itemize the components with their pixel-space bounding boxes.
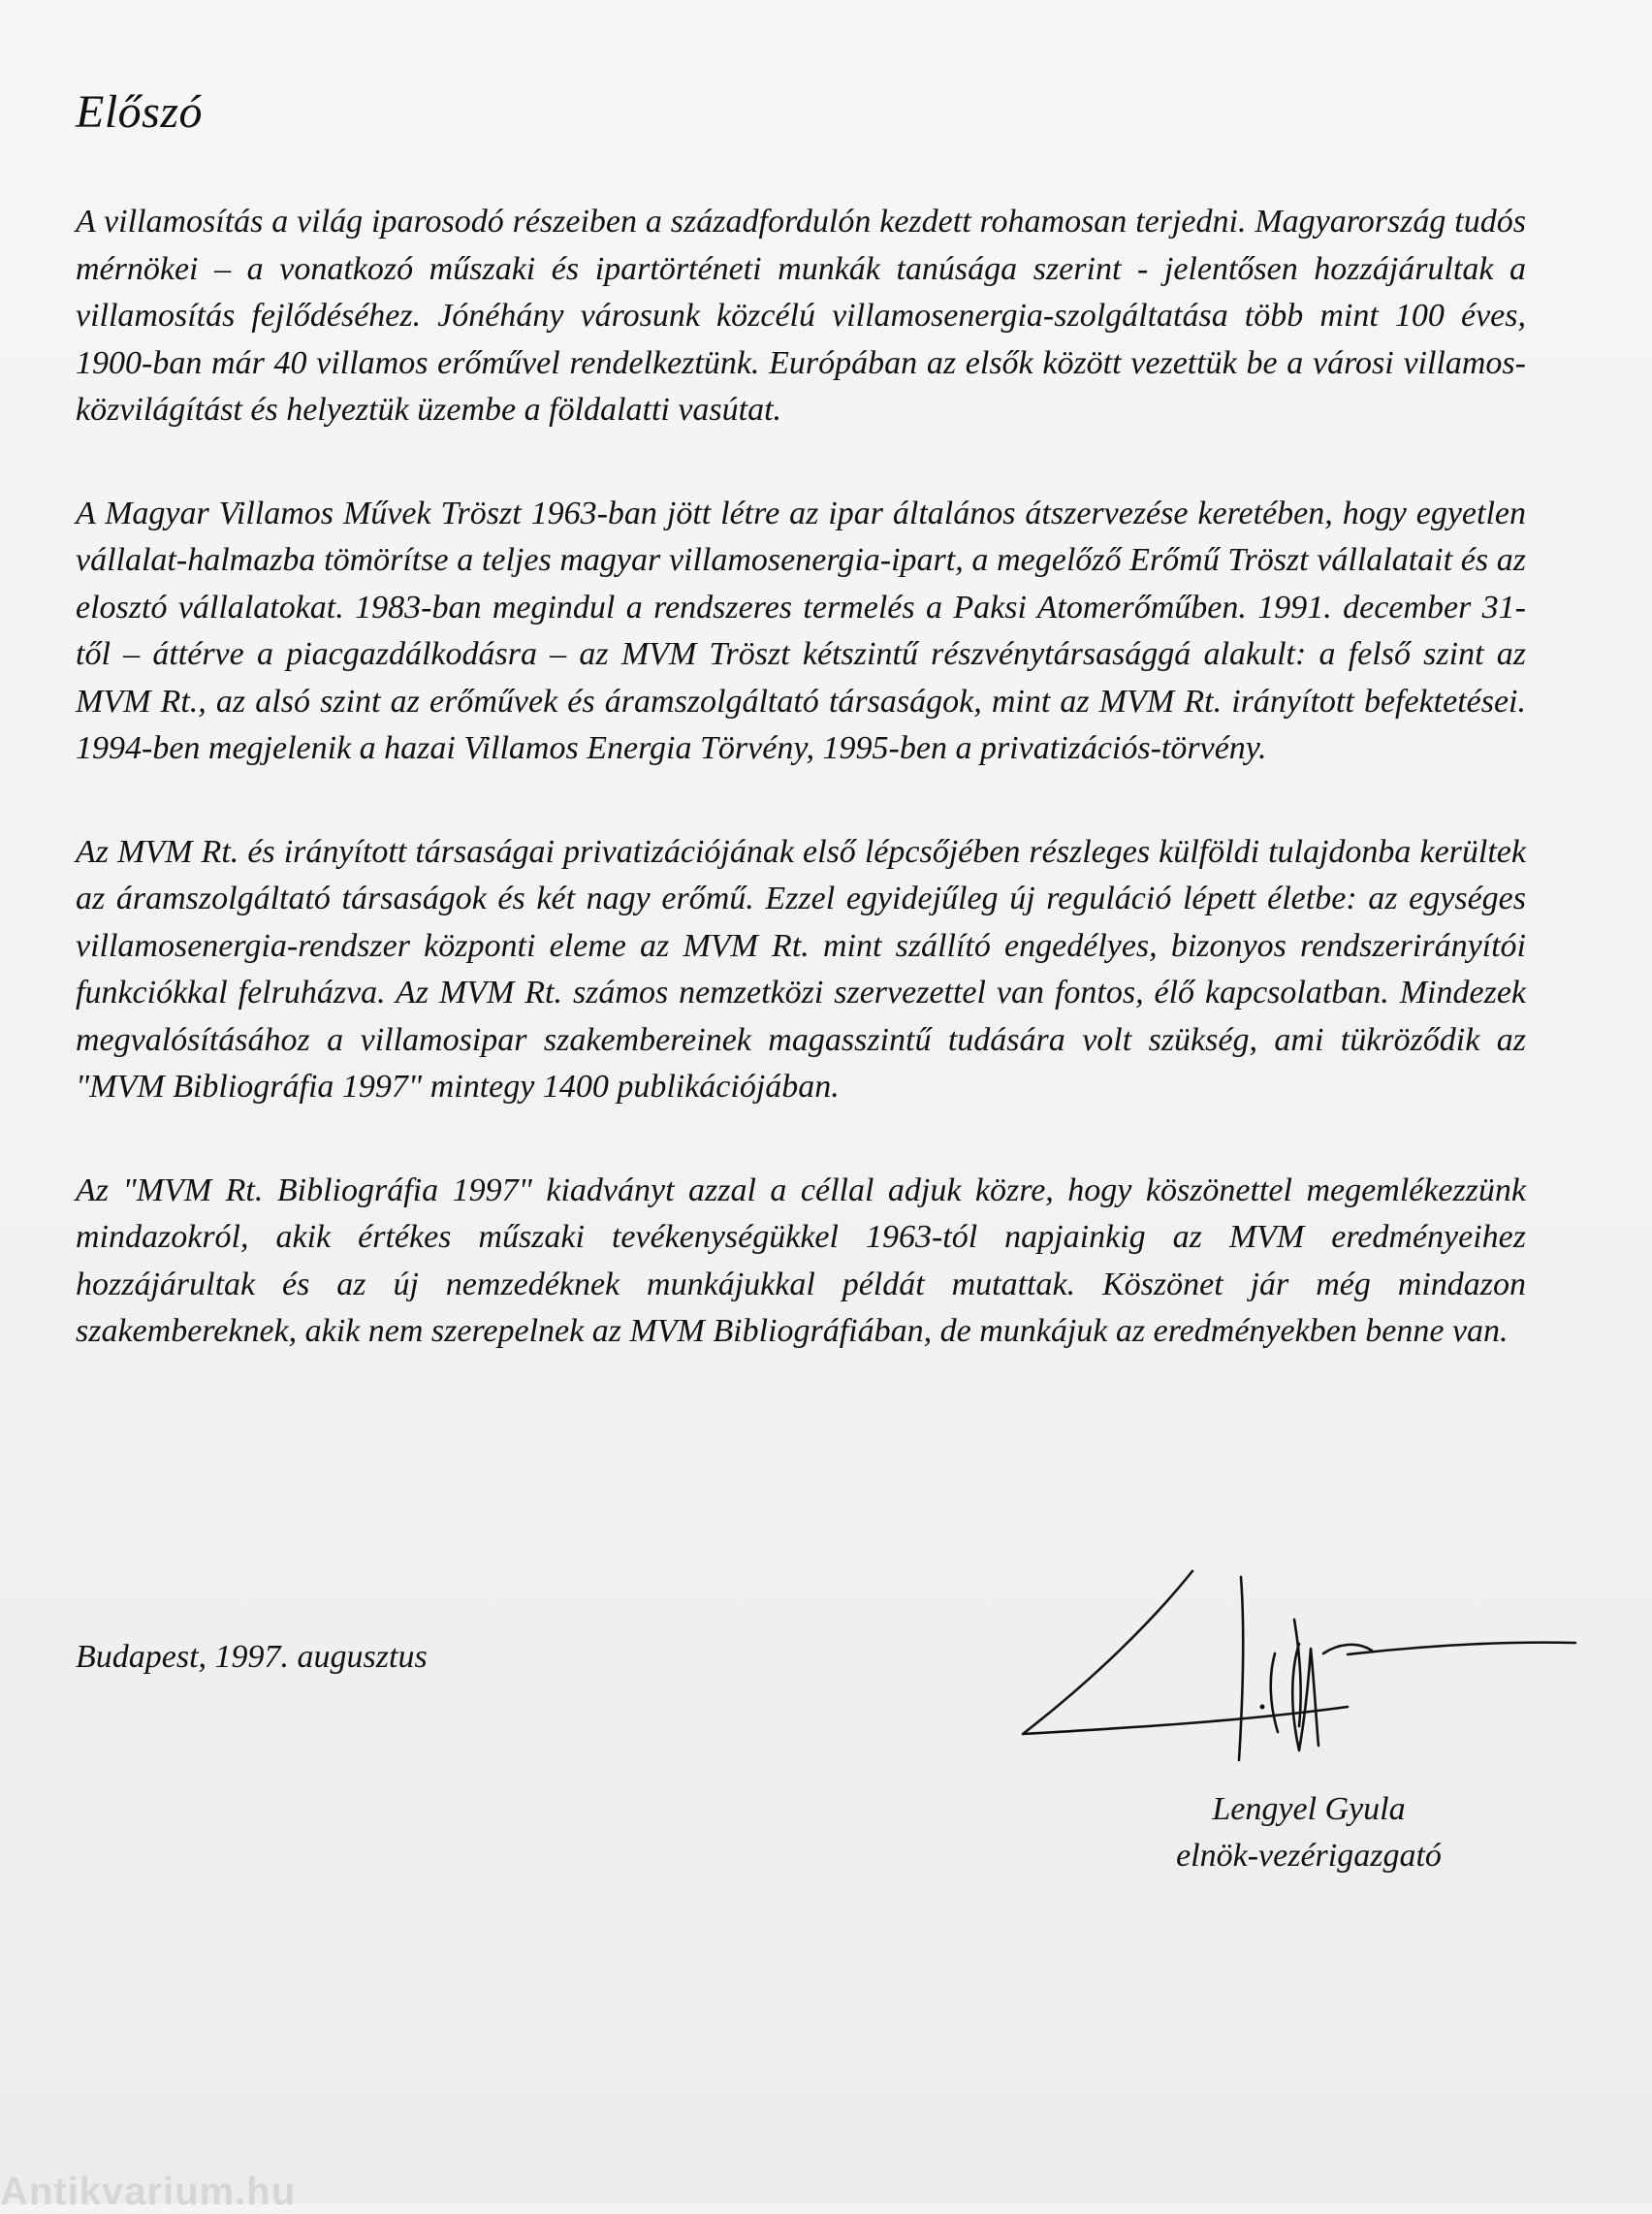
page-title: Előszó (76, 86, 204, 138)
place-date: Budapest, 1997. augusztus (76, 1639, 428, 1675)
preface-body (76, 199, 1526, 1412)
signer-title: elnök-vezérigazgató (1176, 1838, 1442, 1874)
paragraph-1: A villamosítás a világ iparosodó részeiben a századfordulón kezdett rohamosan terjedni. Magyarország tudós mérnökei – a vonatkozó műszaki és ipartörténeti munkák tanúsága szerint - jelentősen hozzájárultak a villamosítás fejlődéséhez. Jónéhány városunk közcélú villamosenergia-szolgáltatása több mint 100 éves, 1900-ban már 40 villamos erőművel rendelkeztünk. Európában az elsők között vezettük be a városi villamos-közvilágítást és helyeztük üzembe a földalatti vasútat. (76, 204, 1526, 428)
paragraph-2: A Magyar Villamos Művek Tröszt 1963-ban jött létre az ipar általános átszervezése keretében, hogy egyetlen vállalat-halmazba tömörítse a teljes magyar villamosenergia-ipart, a megelőző Erőmű Tröszt vállalatait és az elosztó vállalatokat. 1983-ban megindul a rendszeres termelés a Paksi Atomerőműben. 1991. december 31-től – áttérve a piacgazdálkodásra – az MVM Tröszt kétszintű részvénytársasággá alakult: a felső szint az MVM Rt., az alsó szint az erőművek és áramszolgáltató társaságok, mint az MVM Rt. irányított befektetései. 1994-ben megjelenik a hazai Villamos Energia Törvény, 1995-ben a privatizációs-törvény. (76, 495, 1526, 766)
paragraph-4: Az "MVM Rt. Bibliográfia 1997" kiadványt azzal a céllal adjuk közre, hogy köszönettel megemlékezzünk mindazokról, akik értékes műszaki tevékenységükkel 1963-tól napjainkig az MVM eredményeihez hozzájárultak és az új nemzedéknek munkájukkal példát mutattak. Köszönet jár még mindazon szakembereknek, akik nem szerepelnek az MVM Bibliográfiában, de munkájuk az eredményekben benne van. (76, 1171, 1526, 1349)
paragraph-3: Az MVM Rt. és irányított társaságai privatizációjának első lépcsőjében részleges külföldi tulajdonba kerültek az áramszolgáltató társaságok és két nagy erőmű. Ezzel egyidejűleg új reguláció lépett életbe: az egységes villamosenergia-rendszer központi eleme az MVM Rt. mint szállító engedélyes, bizonyos rendszerirányítói funkciókkal felruházva. Az MVM Rt. számos nemzetközi szervezettel van fontos, élő kapcsolatban. Mindezek megvalósításához a villamosipar szakembereinek magasszintű tudására volt szükség, ami tükröződik az "MVM Bibliográfia 1997" mintegy 1400 publikációjában. (76, 833, 1526, 1105)
handwritten-signature (1008, 1561, 1590, 1775)
signer-name: Lengyel Gyula (1212, 1791, 1406, 1827)
signer-block (1076, 1786, 1541, 1879)
watermark: Antikvarium.hu (0, 2170, 297, 2213)
